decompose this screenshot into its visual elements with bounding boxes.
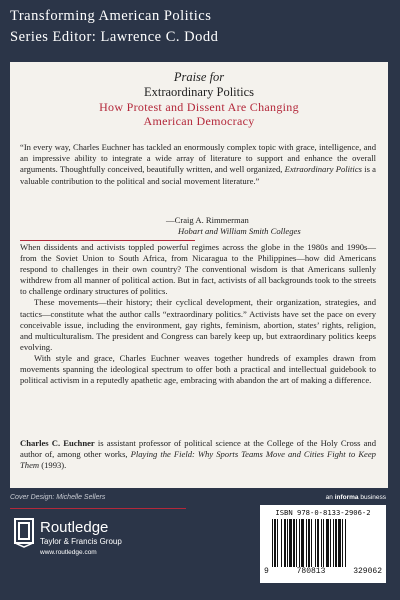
informa-prefix: an [325,494,333,501]
barcode-bar [317,519,319,567]
publisher-name: Routledge [40,519,109,536]
author-bio [20,438,376,471]
bio-text-b: (1993). [39,460,67,471]
barcode-digit-group-1: 780813 [296,567,326,576]
series-editor: Series Editor: Lawrence C. Dodd [10,29,219,45]
barcode-bar [301,519,304,567]
isbn-barcode [260,505,386,583]
description-paragraph-3: With style and grace, Charles Euchner weaves together hundreds of examples drawn from movements spanning the ideological spectrum to offer both a practical and intellectual guidebook to political activism in a reputedly apathetic age, embracing with abandon the art of making a difference. [20,352,376,386]
barcode-bar [308,519,310,567]
quote-title-italic: Extraordinary Politics [284,164,362,175]
cover-design-credit: Cover Design: Michelle Sellers [10,494,106,501]
quote-author: —Craig A. Rimmerman [166,215,249,225]
footer-divider [10,508,186,509]
series-header [10,6,218,48]
barcode-bar [306,519,307,567]
isbn-number: ISBN 978-0-8133-2906-2 [275,508,371,517]
quote-attribution [160,215,376,237]
book-subtitle-line1: How Protest and Dissent Are Changing [99,100,299,114]
book-title: Extraordinary Politics [143,85,255,99]
barcode-bar [296,519,297,567]
barcode-bar [311,519,312,567]
description-paragraph-1: When dissidents and activists toppled powerful regimes across the globe in the 1980s and 1990s—from the Soviet Union to South Africa, from Nicaragua to the Philippines—how did Americans respond to challenges in their own country? The conventional wisdom is that Americans sullenly withdrew from all manner of political action. But in fact, activists of all backgrounds took to the streets to challenge ordinary structures of politics. [20,242,376,297]
description-body [20,242,376,386]
content-panel [10,62,388,488]
publisher-url[interactable]: www.routledge.com [40,549,97,556]
bio-book-title: Playing the Field: Why Sports Teams Move and Cities Fight to Keep Them [20,449,376,471]
quote-affiliation: Hobart and William Smith Colleges [178,226,301,236]
barcode-digit-group-2: 329062 [353,567,382,576]
endorsement-quote [20,142,376,187]
publisher-group: Taylor & Francis Group [40,537,122,546]
barcode-bar [342,519,343,567]
barcode-bar [315,519,316,567]
barcode-bar [272,519,273,567]
barcode-digit-lead: 9 [264,567,269,576]
barcode-bar [274,519,276,567]
divider-rule [20,240,195,241]
quote-text-a: “In every way, Charles Euchner has tackled an enormously complex topic with grace, intelligence, and an impressive ability to integrate a wide array of literature to support and enhance the overall arguments. Thoughtfully conceived, beautifully written, and well organized, [20,142,376,175]
barcode-bar [323,519,324,567]
barcode-bar [287,519,288,567]
barcode-bar [299,519,300,567]
description-paragraph-2: These movements—their history; their cyclical development, their organization, strategies, and tactics—constitute what the author calls “extraordinary politics.” Activists have set the pace on every conceivable issue, including the environment, gay rights, feminism, abortion, states’ rights, religion, and multiculturalism. The president and Congress can barely keep up, but extraordinary politics keeps evolving. [20,297,376,352]
barcode-bar [281,519,282,567]
barcode-bar [335,519,337,567]
series-title: Transforming American Politics [10,8,212,24]
barcode-bar [338,519,341,567]
barcode-bar [330,519,331,567]
barcode-bar [333,519,334,567]
praise-heading [10,70,388,128]
author-name: Charles C. Euchner [20,438,95,448]
bio-text-a: is assistant professor of political science at the College of the Holy Cross and author of, among other works, [20,438,376,460]
quote-text-b: is a valuable contribution to the political and social movement literature.” [20,164,376,186]
praise-for-label: Praise for [173,70,225,84]
informa-suffix: business [360,494,386,501]
barcode-bar [284,519,286,567]
barcode-bar [345,519,346,567]
routledge-logo-icon [14,518,34,548]
informa-brand: informa [334,494,359,501]
barcode-bars [270,519,378,567]
barcode-digits [264,567,382,576]
barcode-bar [277,519,278,567]
barcode-bar [326,519,329,567]
informa-business-label [326,494,386,501]
book-subtitle-line2: American Democracy [143,114,255,128]
barcode-bar [321,519,322,567]
barcode-bar [289,519,292,567]
barcode-bar [293,519,295,567]
